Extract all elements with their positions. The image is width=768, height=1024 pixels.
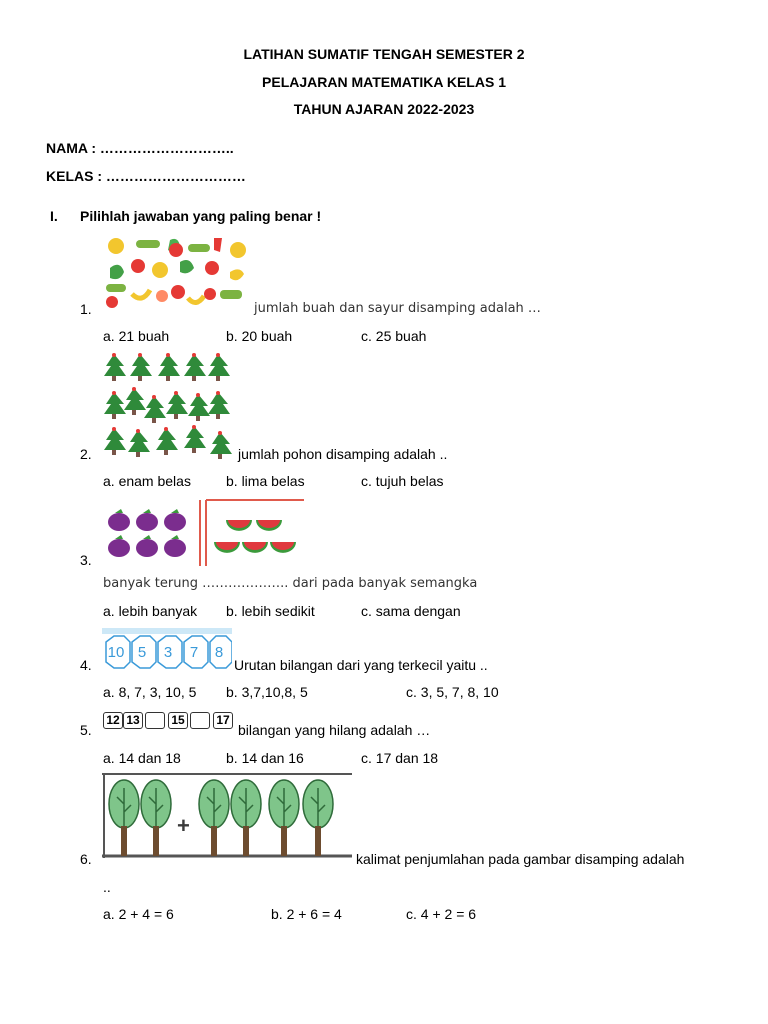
- question-6-option-c[interactable]: c. 4 + 2 = 6: [406, 906, 477, 922]
- question-6-option-a[interactable]: a. 2 + 4 = 6: [103, 906, 174, 922]
- number-hex-3: 3: [163, 644, 173, 661]
- question-3-text: banyak terung ……………….. dari pada banyak semangka: [103, 576, 478, 591]
- question-5-option-c[interactable]: c. 17 dan 18: [361, 750, 439, 766]
- number-box-empty-1: [145, 712, 165, 729]
- question-2-text: jumlah pohon disamping adalah ..: [238, 446, 448, 462]
- question-4-option-b[interactable]: b. 3,7,10,8, 5: [226, 684, 308, 700]
- school-year: TAHUN AJARAN 2022-2023: [293, 101, 475, 117]
- question-1-option-c[interactable]: c. 25 buah: [361, 328, 427, 344]
- question-4-option-c[interactable]: c. 3, 5, 7, 8, 10: [406, 684, 499, 700]
- section-instruction: Pilihlah jawaban yang paling benar !: [80, 208, 322, 224]
- number-box-4: 17: [213, 712, 233, 729]
- question-6-number: 6.: [80, 851, 92, 867]
- question-6-text: kalimat penjumlahan pada gambar disamping adalah: [356, 851, 685, 867]
- plus-sign: +: [177, 813, 190, 838]
- question-5-option-a[interactable]: a. 14 dan 18: [103, 750, 181, 766]
- class-field: KELAS : …………………………: [46, 168, 246, 184]
- question-4-text: Urutan bilangan dari yang terkecil yaitu ..: [234, 657, 488, 673]
- fruits-vegetables-image: [102, 232, 252, 312]
- number-box-2: 13: [123, 712, 143, 729]
- question-5-number: 5.: [80, 722, 92, 738]
- subject-title: PELAJARAN MATEMATIKA KELAS 1: [262, 74, 506, 90]
- number-box-empty-2: [190, 712, 210, 729]
- number-box-3: 15: [168, 712, 188, 729]
- question-3-number: 3.: [80, 552, 92, 568]
- eggplant-watermelon-image: [102, 498, 304, 566]
- question-1-text: jumlah buah dan sayur disamping adalah …: [254, 301, 541, 316]
- question-1-option-b[interactable]: b. 20 buah: [226, 328, 293, 344]
- question-2-number: 2.: [80, 446, 92, 462]
- trees-image: [102, 352, 232, 460]
- number-hex-5: 8: [214, 644, 224, 661]
- number-hex-1: 10: [107, 644, 125, 661]
- question-4-number: 4.: [80, 657, 92, 673]
- worksheet-title: LATIHAN SUMATIF TENGAH SEMESTER 2: [243, 46, 525, 62]
- question-2-option-a[interactable]: a. enam belas: [103, 473, 191, 489]
- name-field: NAMA : ………………………..: [46, 140, 234, 156]
- tree-addition-image: [102, 772, 354, 860]
- number-hex-4: 7: [189, 644, 199, 661]
- question-1-option-a[interactable]: a. 21 buah: [103, 328, 170, 344]
- question-1-number: 1.: [80, 301, 92, 317]
- question-2-option-b[interactable]: b. lima belas: [226, 473, 305, 489]
- question-6-option-b[interactable]: b. 2 + 6 = 4: [271, 906, 342, 922]
- question-3-option-a[interactable]: a. lebih banyak: [103, 603, 198, 619]
- question-5-option-b[interactable]: b. 14 dan 16: [226, 750, 304, 766]
- question-3-option-c[interactable]: c. sama dengan: [361, 603, 461, 619]
- question-3-option-b[interactable]: b. lebih sedikit: [226, 603, 315, 619]
- number-hex-2: 5: [137, 644, 147, 661]
- question-4-option-a[interactable]: a. 8, 7, 3, 10, 5: [103, 684, 197, 700]
- question-2-option-c[interactable]: c. tujuh belas: [361, 473, 444, 489]
- fruit-icons: [106, 238, 246, 308]
- section-numeral: I.: [50, 208, 58, 224]
- number-box-1: 12: [103, 712, 123, 729]
- question-6-continuation: ..: [103, 879, 111, 895]
- question-5-text: bilangan yang hilang adalah …: [238, 722, 431, 738]
